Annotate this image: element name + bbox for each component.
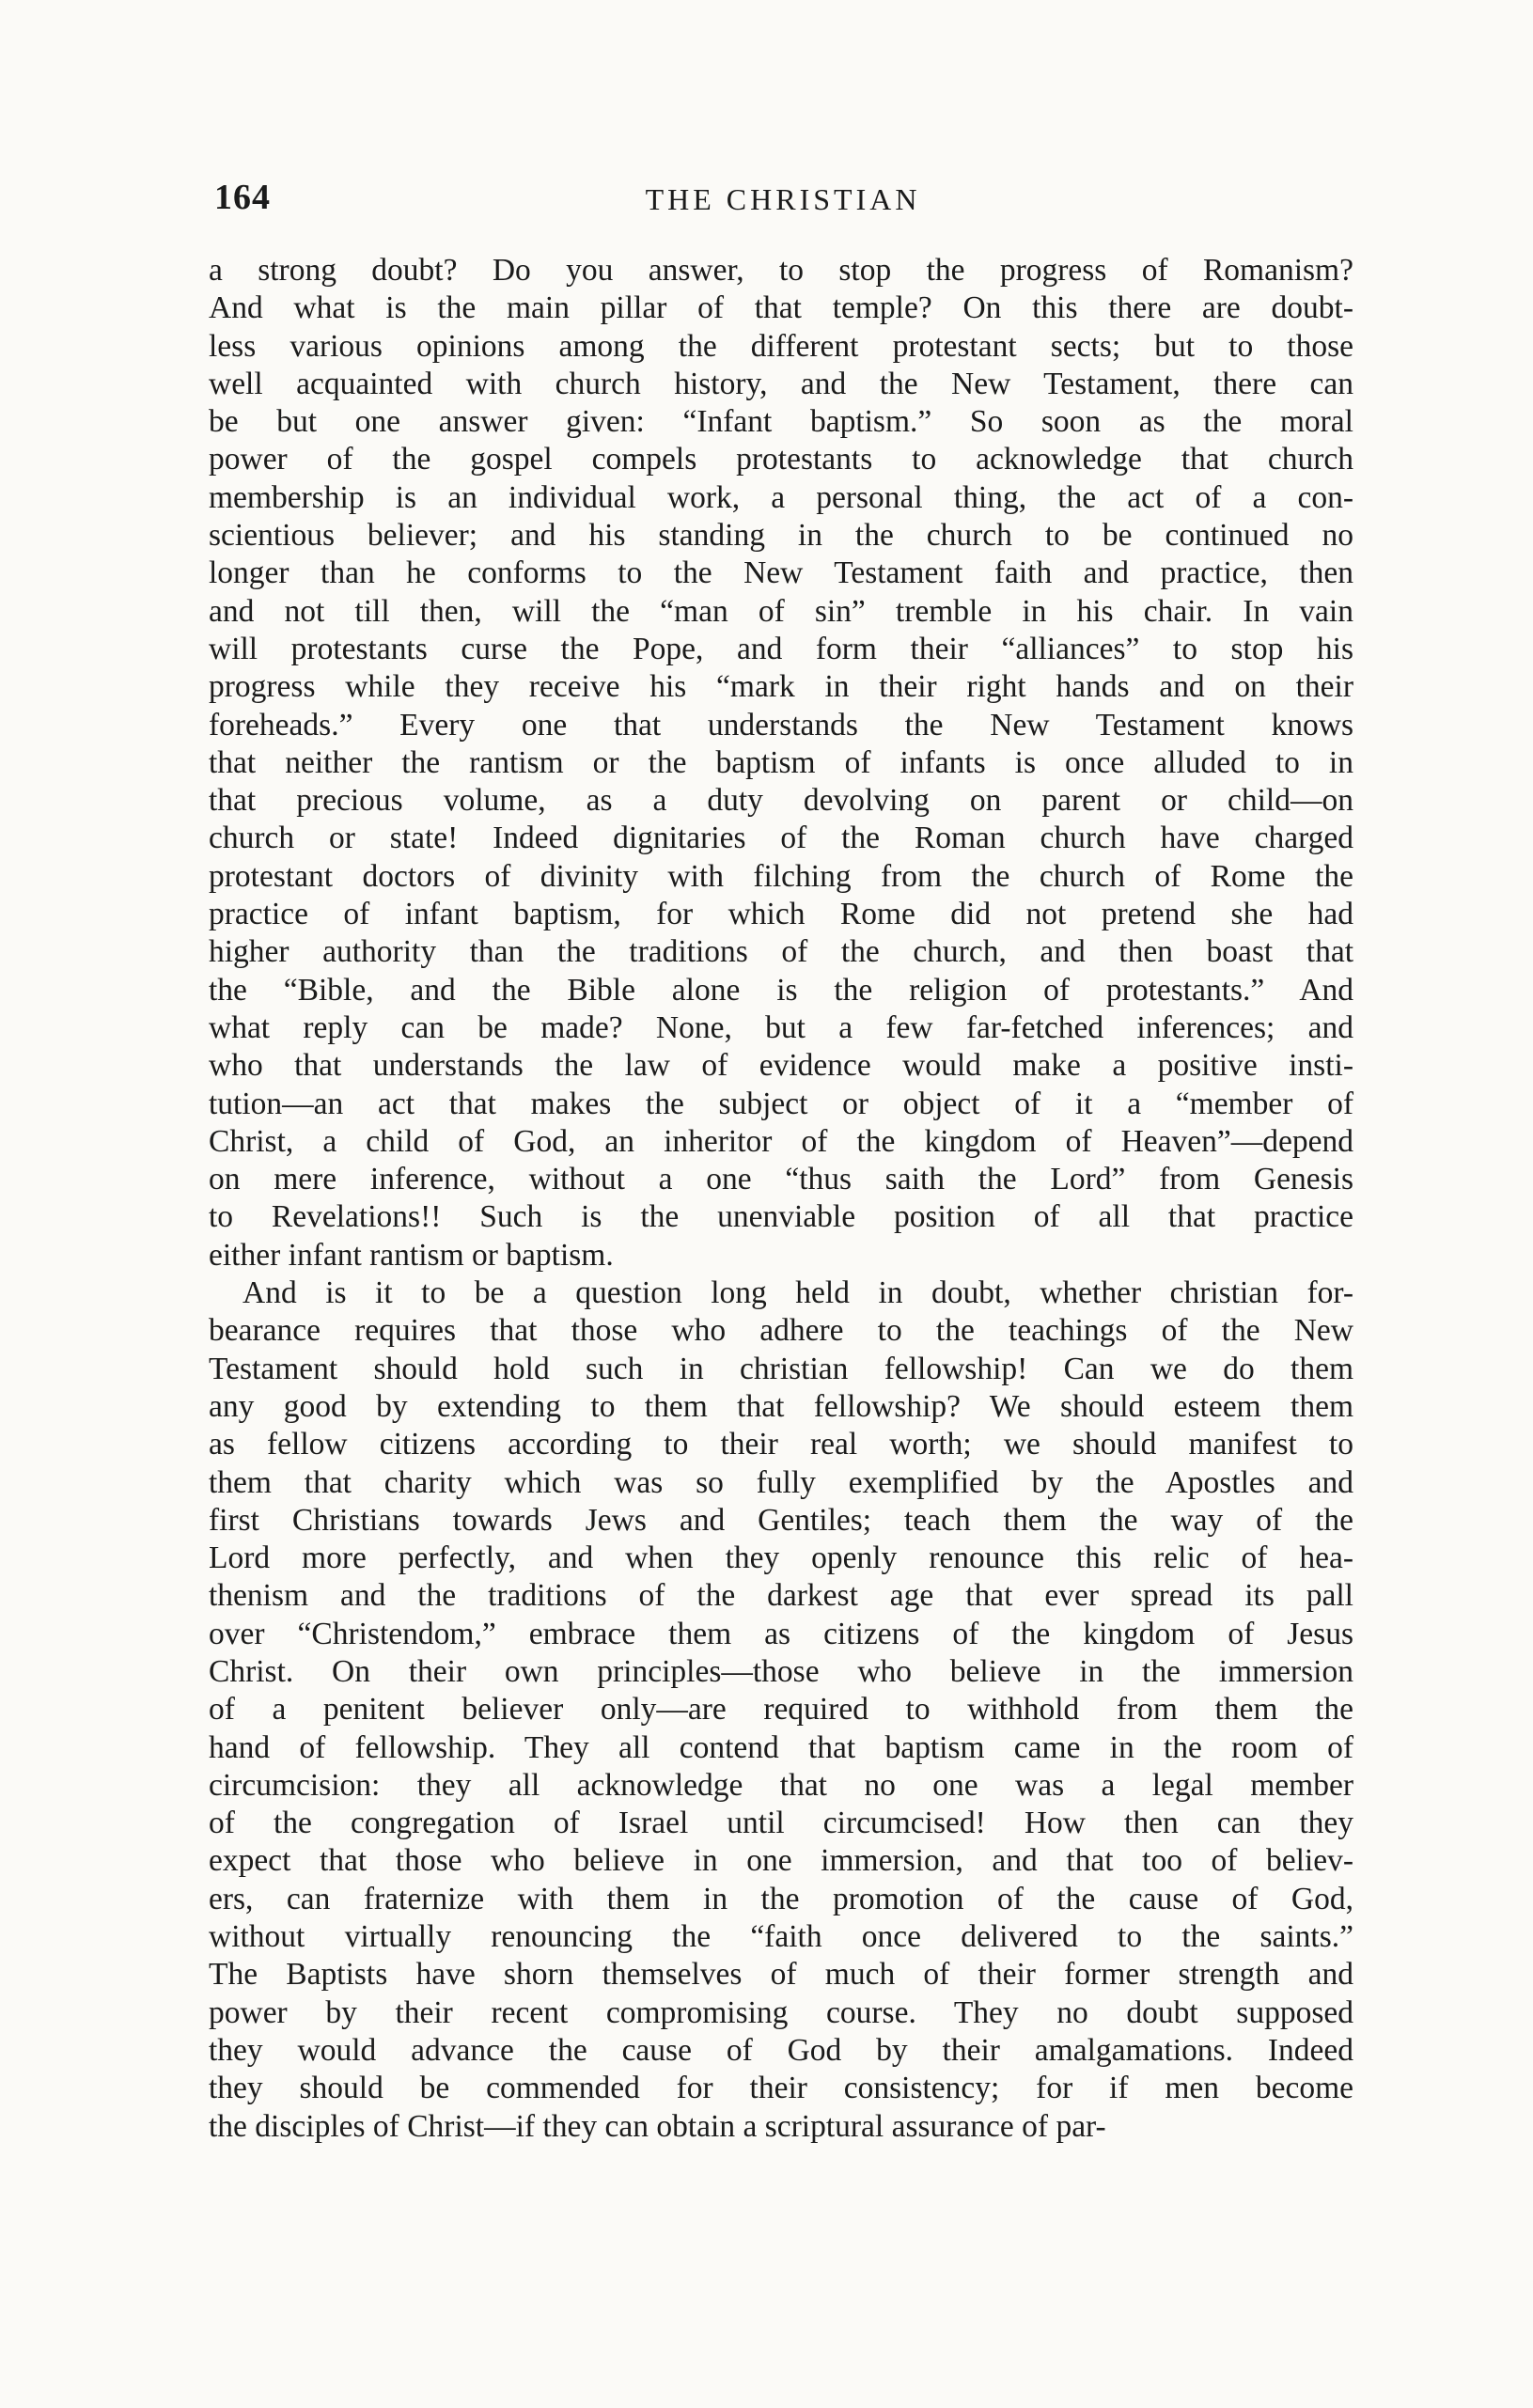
text-line: as fellow citizens according to their real worth; we should manifest to (209, 1427, 1353, 1462)
text-line: Christ. On their own principles—those who believe in the immersion (209, 1653, 1353, 1689)
text-line: church or state! Indeed dignitaries of the Roman church have charged (209, 821, 1353, 856)
text-line: they should be commended for their consistency; for if men become (209, 2071, 1353, 2106)
text-line: higher authority than the traditions of the church, and then boast that (209, 934, 1353, 970)
text-line: thenism and the traditions of the darkest age that ever spread its pall (209, 1578, 1353, 1614)
text-line: less various opinions among the different protestant sects; but to those (209, 328, 1353, 364)
text-line: membership is an individual work, a personal thing, the act of a con- (209, 479, 1353, 515)
text-line: of the congregation of Israel until circumcised! How then can they (209, 1806, 1353, 1841)
text-line: without virtually renouncing the “faith once delivered to the saints.” (209, 1919, 1353, 1955)
paragraph (209, 1274, 1353, 2146)
text-line: to Revelations!! Such is the unenviable position of all that practice (209, 1199, 1353, 1235)
text-line: that precious volume, as a duty devolving on parent or child—on (209, 783, 1353, 819)
text-line: expect that those who believe in one immersion, and that too of believ- (209, 1843, 1353, 1879)
text-line: Christ, a child of God, an inheritor of the kingdom of Heaven”—depend (209, 1123, 1353, 1159)
text-line: And is it to be a question long held in doubt, whether christian for- (242, 1275, 1353, 1311)
paragraph (209, 252, 1353, 1274)
text-line: hand of fellowship. They all contend that baptism came in the room of (209, 1729, 1353, 1765)
text-line: either infant rantism or baptism. (209, 1237, 614, 1273)
text-line: that neither the rantism or the baptism of infants is once alluded to in (209, 744, 1353, 780)
text-line: and not till then, will the “man of sin” tremble in his chair. In vain (209, 593, 1353, 629)
running-title: THE CHRISTIAN (645, 182, 921, 216)
text-line: the disciples of Christ—if they can obtain a scriptural assurance of par- (209, 2108, 1106, 2144)
text-line: on mere inference, without a one “thus saith the Lord” from Genesis (209, 1162, 1353, 1197)
text-line: be but one answer given: “Infant baptism.” So soon as the moral (209, 404, 1353, 440)
text-line: they would advance the cause of God by their amalgamations. Indeed (209, 2032, 1353, 2068)
text-line: well acquainted with church history, and the New Testament, there can (209, 366, 1353, 401)
text-line: power of the gospel compels protestants to acknowledge that church (209, 442, 1353, 477)
text-line: will protestants curse the Pope, and form their “alliances” to stop his (209, 631, 1353, 666)
text-line: of a penitent believer only—are required to withhold from them the (209, 1692, 1353, 1728)
text-line: bearance requires that those who adhere to the teachings of the New (209, 1313, 1353, 1349)
text-line: practice of infant baptism, for which Rome did not pretend she had (209, 897, 1353, 932)
text-line: And what is the main pillar of that temple? On this there are doubt- (209, 290, 1353, 326)
text-line: any good by extending to them that fellowship? We should esteem them (209, 1388, 1353, 1424)
text-line: who that understands the law of evidence would make a positive insti- (209, 1048, 1353, 1084)
text-line: progress while they receive his “mark in their right hands and on their (209, 669, 1353, 705)
text-line: longer than he conforms to the New Testament faith and practice, then (209, 555, 1353, 591)
text-line: a strong doubt? Do you answer, to stop the progress of Romanism? (209, 253, 1353, 288)
text-line: power by their recent compromising course. They no doubt supposed (209, 1994, 1353, 2030)
text-line: Lord more perfectly, and when they openly renounce this relic of hea- (209, 1540, 1353, 1576)
text-line: them that charity which was so fully exemplified by the Apostles and (209, 1464, 1353, 1500)
text-line: the “Bible, and the Bible alone is the religion of protestants.” And (209, 972, 1353, 1008)
text-line: over “Christendom,” embrace them as citizens of the kingdom of Jesus (209, 1616, 1353, 1651)
body-text (209, 252, 1353, 2146)
page-number: 164 (214, 178, 271, 217)
text-line: Testament should hold such in christian fellowship! Can we do them (209, 1351, 1353, 1386)
text-line: first Christians towards Jews and Gentiles; teach them the way of the (209, 1502, 1353, 1538)
text-line: The Baptists have shorn themselves of much of their former strength and (209, 1957, 1353, 1993)
text-line: protestant doctors of divinity with filching from the church of Rome the (209, 858, 1353, 894)
text-line: tution—an act that makes the subject or object of it a “member of (209, 1086, 1353, 1121)
text-line: ers, can fraternize with them in the promotion of the cause of God, (209, 1881, 1353, 1916)
running-head (214, 177, 1352, 233)
text-line: foreheads.” Every one that understands the New Testament knows (209, 707, 1353, 743)
text-line: what reply can be made? None, but a few far-fetched inferences; and (209, 1009, 1353, 1045)
text-line: circumcision: they all acknowledge that no one was a legal member (209, 1767, 1353, 1803)
text-line: scientious believer; and his standing in the church to be continued no (209, 518, 1353, 554)
